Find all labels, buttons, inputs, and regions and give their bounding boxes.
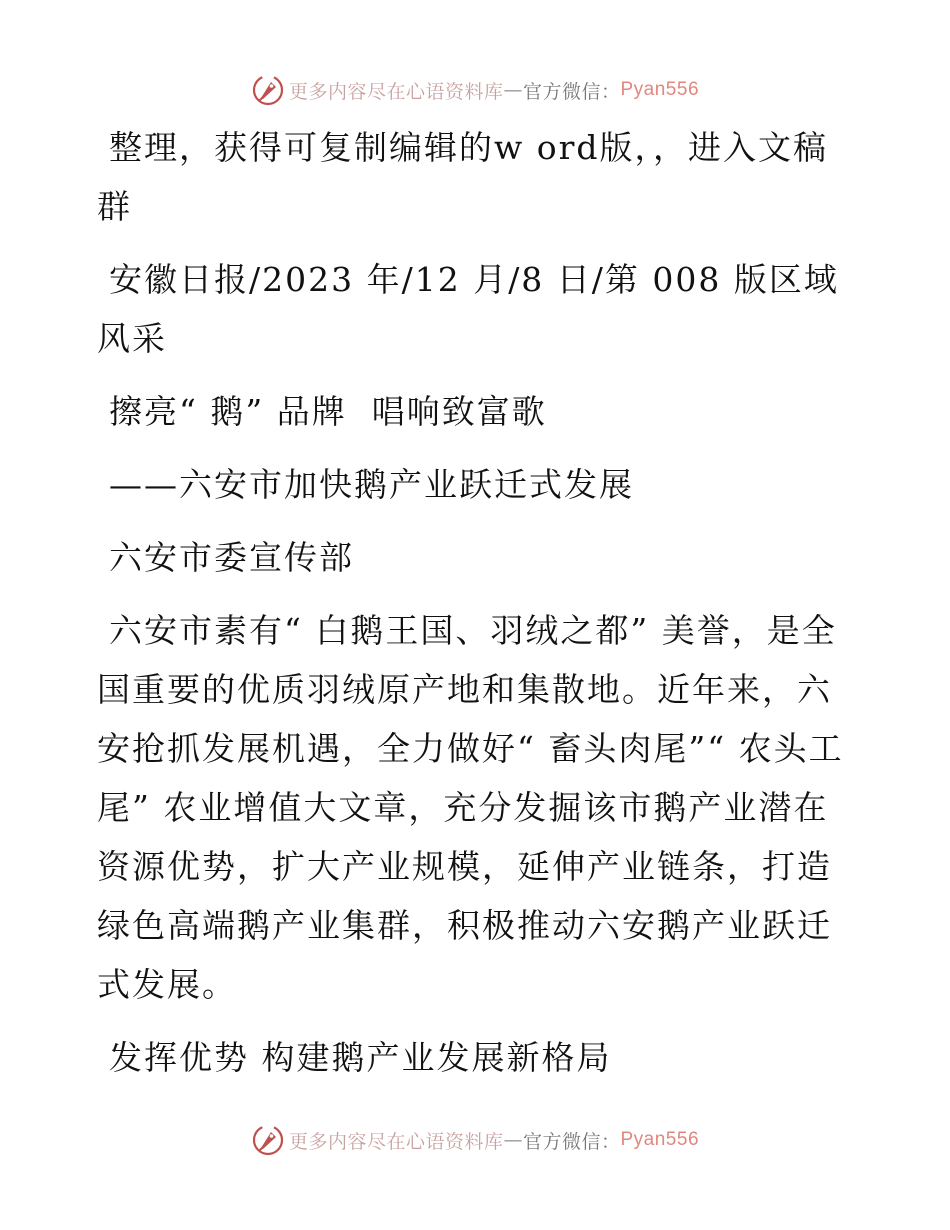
watermark-dash: — <box>503 79 523 101</box>
paragraph-source-line: 安徽日报/2023 年/12 月/8 日/第 008 版区域风采 <box>97 260 839 358</box>
section-heading: 发挥优势 构建鹅产业发展新格局 <box>109 1038 612 1077</box>
watermark-main-text: 更多内容尽在心语资料库 <box>288 80 504 103</box>
footer-watermark <box>0 1120 950 1160</box>
watermark-wechat-label: 官方微信： <box>522 80 621 103</box>
watermark-wechat-id: Pyan556 <box>620 79 700 100</box>
article-author: 六安市委宣传部 <box>109 538 354 577</box>
watermark-main-text: 更多内容尽在心语资料库 <box>288 1130 504 1153</box>
watermark-dash: — <box>503 1129 523 1151</box>
document-body <box>97 118 857 1101</box>
header-watermark <box>0 70 950 110</box>
paragraph-body: 六安市素有“ 白鹅王国、羽绒之都” 美誉，是全国重要的优质羽绒原产地和集散地。近年来，六安抢抓发展机遇，全力做好“ 畜头肉尾”“ 农头工尾” 农业增值大文章，充分发掘该市鹅产业潜在资源优势，扩大产业规模，延伸产业链条，打造绿色高端鹅产业集群，积极推动六安鹅产业跃迁式发展。 <box>97 611 844 1004</box>
watermark-wechat-label: 官方微信： <box>522 1130 621 1153</box>
watermark-wechat-id: Pyan556 <box>620 1129 700 1150</box>
pen-nib-logo-icon <box>251 1123 285 1157</box>
pen-nib-logo-icon <box>251 73 285 107</box>
paragraph-intro-note: 整理，获得可复制编辑的w ord版，，进入文稿群 <box>97 128 829 226</box>
article-subtitle: ——六安市加快鹅产业跃迁式发展 <box>109 465 634 504</box>
article-title: 擦亮“ 鹅” 品牌 唱响致富歌 <box>109 392 547 431</box>
